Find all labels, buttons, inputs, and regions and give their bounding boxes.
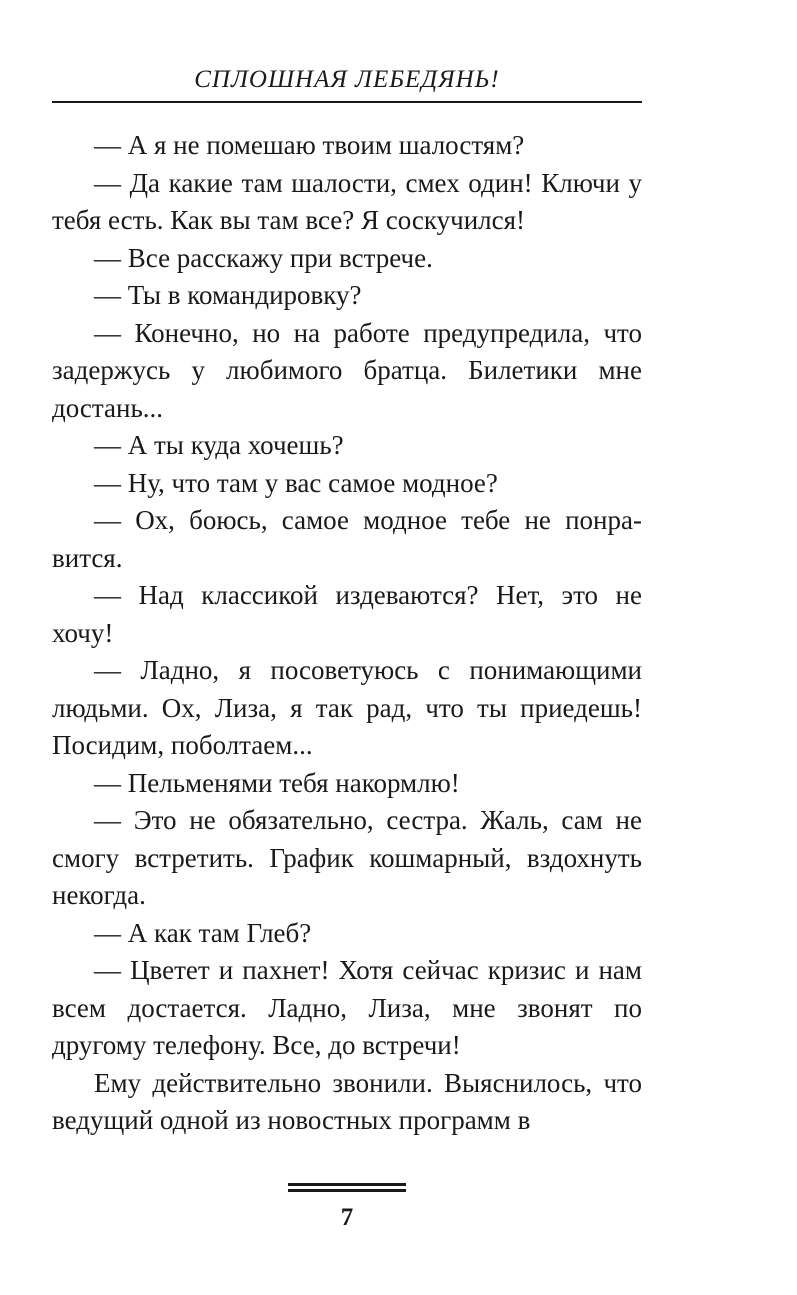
paragraph: — Ох, боюсь, самое модное тебе не понравится.: [52, 505, 642, 573]
footer-rule-bottom: [288, 1189, 406, 1192]
paragraph: — Это не обязательно, сестра. Жаль, сам не смогу встретить. График кошмарный, вздохнуть некогда.: [52, 805, 642, 910]
footer-rule-top: [288, 1183, 406, 1186]
body-text: [52, 127, 642, 1140]
paragraph: — Ты в командировку?: [94, 280, 362, 310]
paragraph: — Да какие там шалости, смех один! Ключи у тебя есть. Как вы там все? Я соскучился!: [52, 167, 642, 235]
paragraph: Ему действительно звонили. Выяснилось, что ведущий одной из новостных программ в: [52, 1067, 642, 1135]
paragraph: — А ты куда хочешь?: [94, 430, 344, 460]
footer-double-rule: [288, 1183, 406, 1193]
paragraph: — Цветет и пахнет! Хотя сейчас кризис и нам всем достается. Ладно, Лиза, мне звонят по другому телефону. Все, до встречи!: [52, 955, 642, 1060]
paragraph: — А я не помешаю твоим шалостям?: [94, 130, 525, 160]
paragraph: — Конечно, но на работе предупредила, что задержусь у любимого братца. Билетики мне достань...: [52, 317, 642, 423]
running-title: СПЛОШНАЯ ЛЕБЕДЯНЬ!: [194, 66, 500, 93]
paragraph: — Пельменями тебя накормлю!: [94, 767, 460, 798]
paragraph: — А как там Глеб?: [94, 917, 312, 948]
header-rule: [52, 101, 642, 103]
paragraph: — Ну, что там у вас самое модное?: [94, 467, 498, 498]
paragraph: — Ладно, я посоветуюсь с понимающими людьми. Ох, Лиза, я так рад, что ты приедешь! Посидим, поболтаем...: [52, 655, 642, 760]
page-number: 7: [340, 1204, 354, 1231]
paragraph: — Все расскажу при встрече.: [94, 242, 433, 273]
paragraph: — Над классикой издеваются? Нет, это не хочу!: [52, 580, 642, 648]
